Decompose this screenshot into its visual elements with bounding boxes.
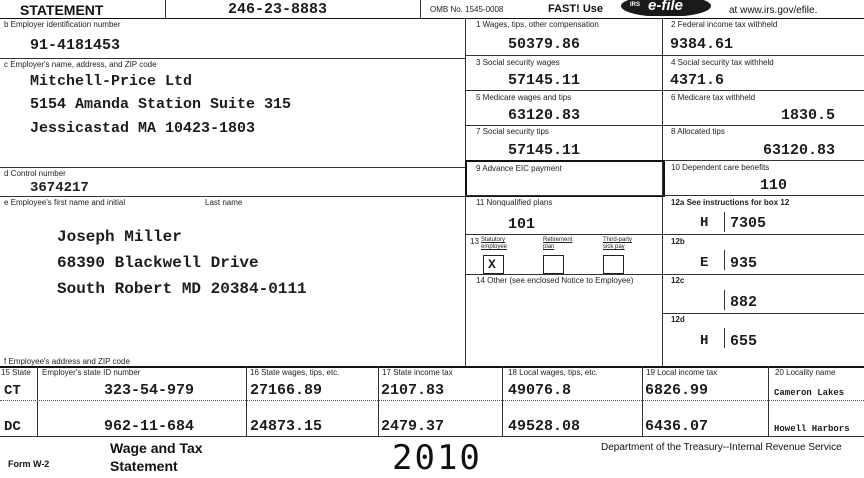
box-12b-label: 12b: [671, 237, 685, 246]
box-13-statutory-label: Statutory employee: [481, 237, 508, 250]
box-10-value: 110: [760, 177, 788, 194]
employee-name: Joseph Miller: [57, 228, 182, 246]
box-13-retirement-label: Retirement plan: [543, 237, 573, 250]
box-12b-code: E: [700, 255, 709, 271]
box-11-label: 11 Nonqualified plans: [476, 198, 553, 207]
row-rule: [465, 125, 864, 126]
form-label: Form W-2: [8, 459, 50, 469]
box-1-value: 50379.86: [508, 36, 581, 53]
state-id-header: Employer's state ID number: [42, 368, 141, 377]
local-income-tax: 6826.99: [645, 382, 709, 399]
control-number: 3674217: [30, 180, 89, 196]
state-code: DC: [4, 419, 21, 435]
state-code: CT: [4, 383, 21, 399]
employee-city: South Robert MD 20384-0111: [57, 280, 307, 298]
box-1-label: 1 Wages, tips, other compensation: [476, 20, 599, 29]
locality-name: Cameron Lakes: [774, 388, 845, 398]
box-7-value: 57145.11: [508, 142, 581, 159]
header-divider-2: [420, 0, 421, 18]
box-12b-value: 935: [730, 255, 758, 272]
box-13-label: 13: [470, 237, 479, 246]
box-12a-code: H: [700, 215, 709, 231]
efile-logo: [620, 0, 712, 16]
box-b-label: b Employer identification number: [4, 20, 121, 29]
box-13-thirdparty-label: Third-party sick pay: [603, 237, 633, 250]
state-employer-id: 323-54-979: [104, 382, 195, 399]
header-rule: [0, 18, 864, 19]
efile-logo-text: e-file: [648, 0, 684, 14]
form-title-line-2: Statement: [110, 458, 178, 474]
state-income-tax: 2479.37: [381, 418, 445, 435]
form-title-line-1: Wage and Tax: [110, 440, 203, 456]
last-name-label: Last name: [205, 198, 243, 207]
box-12d-value: 655: [730, 333, 758, 350]
box-12c-label: 12c: [671, 276, 685, 285]
box-d-label: d Control number: [4, 169, 66, 178]
employer-ein: 91-4181453: [30, 37, 121, 54]
box-11-value: 101: [508, 216, 536, 233]
box-12c-value: 882: [730, 294, 758, 311]
row-rule: [662, 274, 864, 275]
box-5-label: 5 Medicare wages and tips: [476, 93, 572, 102]
employee-ssn: 246-23-8883: [228, 1, 328, 18]
box-10-label: 10 Dependent care benefits: [671, 163, 770, 172]
box-12b-divider: [724, 250, 725, 270]
row-rule: [465, 274, 662, 275]
box-3-value: 57145.11: [508, 72, 581, 89]
fast-use-label: FAST! Use: [548, 3, 604, 15]
box-12c-divider: [724, 290, 725, 310]
local-wages: 49528.08: [508, 418, 581, 435]
state-row-separator: [0, 400, 864, 401]
local-tax-header: 19 Local income tax: [646, 368, 718, 377]
row-rule: [465, 234, 662, 235]
box-12a-label: 12a See instructions for box 12: [671, 198, 790, 207]
box-c-label: c Employer's name, address, and ZIP code: [4, 60, 157, 69]
box-6-label: 6 Medicare tax withheld: [671, 93, 756, 102]
state-col-rule: [37, 366, 38, 436]
row-rule: [0, 58, 465, 59]
box-9-label: 9 Advance EIC payment: [476, 164, 562, 173]
tax-year: 2010: [392, 438, 482, 478]
box-12a-divider: [724, 212, 725, 232]
locality-header: 20 Locality name: [775, 368, 836, 377]
box-5-value: 63120.83: [508, 107, 581, 124]
box-2-value: 9384.61: [670, 36, 734, 53]
box-7-label: 7 Social security tips: [476, 127, 549, 136]
state-income-tax: 2107.83: [381, 382, 445, 399]
state-wages: 27166.89: [250, 382, 323, 399]
box-12d-label: 12d: [671, 315, 685, 324]
employee-street: 68390 Blackwell Drive: [57, 254, 259, 272]
state-col-rule: [502, 366, 503, 436]
box-12a-value: 7305: [730, 215, 767, 232]
locality-name: Howell Harbors: [774, 424, 850, 434]
box-12d-divider: [724, 328, 725, 348]
box-6-value: 1830.5: [781, 107, 836, 124]
third-party-sick-pay-checkbox[interactable]: [603, 255, 624, 274]
employer-city: Jessicastad MA 10423-1803: [30, 120, 256, 137]
state-employer-id: 962-11-684: [104, 418, 195, 435]
statutory-checkbox[interactable]: [483, 255, 504, 274]
department-label: Department of the Treasury--Internal Revenue Service: [601, 442, 842, 453]
row-rule: [0, 167, 465, 168]
box-12d-code: H: [700, 333, 709, 349]
box-8-value: 63120.83: [763, 142, 836, 159]
state-tax-header: 17 State income tax: [382, 368, 453, 377]
statement-label: STATEMENT: [20, 2, 104, 18]
retirement-plan-checkbox[interactable]: [543, 255, 564, 274]
local-income-tax: 6436.07: [645, 418, 709, 435]
row-rule: [662, 234, 864, 235]
row-rule: [465, 195, 864, 196]
state-header: 15 State: [1, 368, 31, 377]
local-wages: 49076.8: [508, 382, 572, 399]
box-8-label: 8 Allocated tips: [671, 127, 725, 136]
row-rule: [662, 313, 864, 314]
state-col-rule: [246, 366, 247, 436]
box-e-label: e Employee's first name and initial: [4, 198, 126, 207]
row-rule: [465, 90, 864, 91]
header-divider: [165, 0, 166, 18]
irs-logo: IRS: [630, 2, 641, 8]
box-4-value: 4371.6: [670, 72, 725, 89]
employer-name: Mitchell-Price Ltd: [30, 73, 193, 90]
state-table-bottom-rule: [0, 436, 864, 437]
state-wages-header: 16 State wages, tips, etc.: [250, 368, 340, 377]
omb-number: OMB No. 1545-0008: [430, 5, 504, 14]
box-2-label: 2 Federal income tax withheld: [671, 20, 778, 29]
box-4-label: 4 Social security tax withheld: [671, 58, 774, 67]
statutory-checkbox-mark: X: [488, 257, 496, 272]
efile-url: at www.irs.gov/efile.: [729, 5, 818, 16]
row-rule: [465, 55, 864, 56]
local-wages-header: 18 Local wages, tips, etc.: [508, 368, 598, 377]
state-wages: 24873.15: [250, 418, 323, 435]
box-3-label: 3 Social security wages: [476, 58, 560, 67]
state-col-rule: [642, 366, 643, 436]
row-rule: [0, 196, 465, 197]
box-f-label: f Employee's address and ZIP code: [4, 357, 130, 366]
box-14-label: 14 Other (see enclosed Notice to Employee): [476, 276, 634, 285]
state-col-rule: [768, 366, 769, 436]
employer-street: 5154 Amanda Station Suite 315: [30, 96, 292, 113]
state-col-rule: [378, 366, 379, 436]
